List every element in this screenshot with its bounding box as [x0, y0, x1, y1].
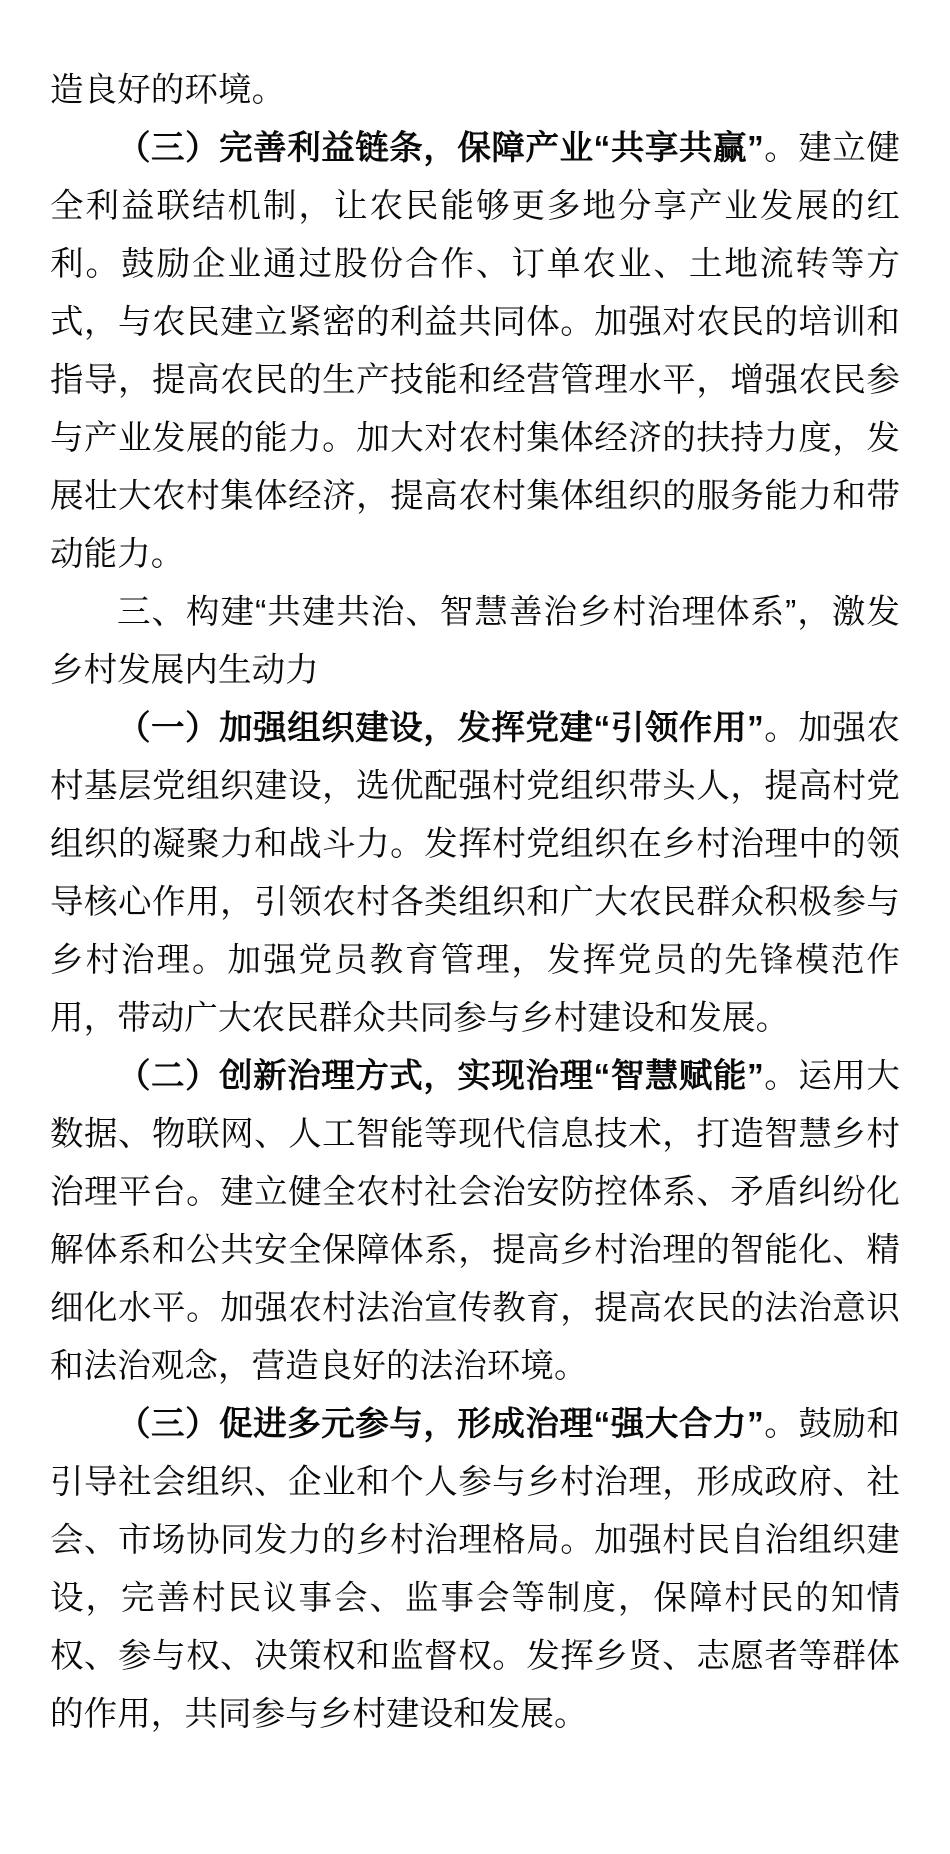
paragraph-section3-item1-body: 。加强农村基层党组织建设，选优配强村党组织带头人，提高村党组织的凝聚力和战斗力。发挥村党组织在乡村治理中的领导核心作用，引领农村各类组织和广大农民群众积极参与乡村治理。加强党员教育管理，发挥党员的先锋模范作用，带动广大农民群众共同参与乡村建设和发展。 [50, 710, 900, 1037]
paragraph-section3-item2-lead: （二）创新治理方式，实现治理“智慧赋能” [117, 1058, 764, 1095]
page-bottom-margin [50, 1744, 900, 1854]
paragraph-section3-item2-body: 。运用大数据、物联网、人工智能等现代信息技术，打造智慧乡村治理平台。建立健全农村社会治安防控体系、矛盾纠纷化解体系和公共安全保障体系，提高乡村治理的智能化、精细化水平。加强农村法治宣传教育，提高农民的法治意识和法治观念，营造良好的法治环境。 [50, 1058, 900, 1385]
paragraph-section2-item3 [50, 120, 900, 584]
paragraph-section3-item3-body: 。鼓励和引导社会组织、企业和个人参与乡村治理，形成政府、社会、市场协同发力的乡村治理格局。加强村民自治组织建设，完善村民议事会、监事会等制度，保障村民的知情权、参与权、决策权和监督权。发挥乡贤、志愿者等群体的作用，共同参与乡村建设和发展。 [50, 1406, 900, 1733]
paragraph-carryover-text: 造良好的环境。 [50, 72, 286, 109]
paragraph-carryover [50, 62, 900, 120]
paragraph-section2-item3-lead: （三）完善利益链条，保障产业“共享共赢” [117, 130, 764, 167]
paragraph-section2-item3-body: 。建立健全利益联结机制，让农民能够更多地分享产业发展的红利。鼓励企业通过股份合作、订单农业、土地流转等方式，与农民建立紧密的利益共同体。加强对农民的培训和指导，提高农民的生产技能和经营管理水平，增强农民参与产业发展的能力。加大对农村集体经济的扶持力度，发展壮大农村集体经济，提高农村集体组织的服务能力和带动能力。 [50, 130, 900, 573]
paragraph-section3-item1-lead: （一）加强组织建设，发挥党建“引领作用” [117, 710, 764, 747]
heading-section3 [50, 584, 900, 700]
paragraph-section3-item1 [50, 700, 900, 1048]
paragraph-section3-item3 [50, 1396, 900, 1744]
document-body [50, 62, 900, 1854]
heading-section3-text: 三、构建“共建共治、智慧善治乡村治理体系”，激发乡村发展内生动力 [50, 594, 900, 689]
paragraph-section3-item3-lead: （三）促进多元参与，形成治理“强大合力” [117, 1406, 764, 1443]
